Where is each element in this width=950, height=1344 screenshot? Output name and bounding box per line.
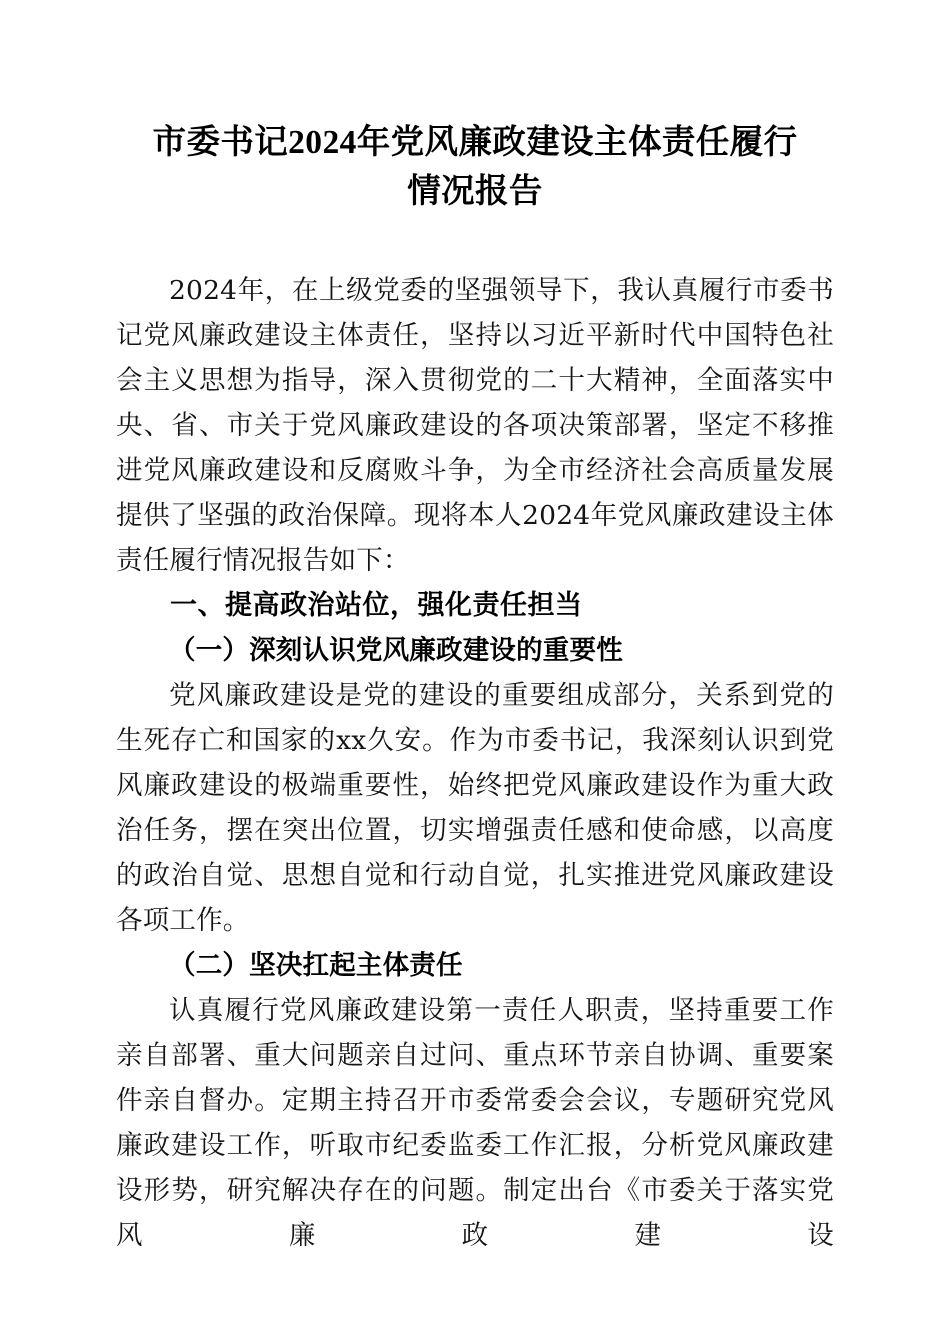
paragraph-1-2: 认真履行党风廉政建设第一责任人职责，坚持重要工作亲自部署、重大问题亲自过问、重点环节亲自协调、重要案件亲自督办。定期主持召开市委常委会会议，专题研究党风廉政建设工作，听取市纪委监委工作汇报，分析党风廉政建设形势，研究解决存在的问题。制定出台《市委关于落实党风廉政建设: [116, 995, 834, 1251]
document-content: [116, 118, 834, 1258]
title-body-spacer: [116, 216, 834, 268]
subsection-heading-1-2: （二）坚决扛起主体责任: [169, 950, 463, 981]
page-title-line-2: 情况报告: [407, 173, 543, 210]
intro-paragraph: 2024年，在上级党委的坚强领导下，我认真履行市委书记党风廉政建设主体责任，坚持以习近平新时代中国特色社会主义思想为指导，深入贯彻党的二十大精神，全面落实中央、省、市关于党风廉政建设的各项决策部署，坚定不移推进党风廉政建设和反腐败斗争，为全市经济社会高质量发展提供了坚强的政治保障。现将本人2024年党风廉政建设主体责任履行情况报告如下：: [116, 275, 834, 576]
section-heading-1: 一、提高政治站位，强化责任担当: [170, 590, 583, 620]
page-title-line-1: 市委书记2024年党风廉政建设主体责任履行: [152, 124, 798, 161]
page-title: [116, 118, 834, 216]
subsection-heading-1-1: （一）深刻认识党风廉政建设的重要性: [169, 635, 623, 666]
paragraph-1-1: 党风廉政建设是党的建设的重要组成部分，关系到党的生死存亡和国家的xx久安。作为市委书记，我深刻认识到党风廉政建设的极端重要性，始终把党风廉政建设作为重大政治任务，摆在突出位置，切实增强责任感和使命感，以高度的政治自觉、思想自觉和行动自觉，扎实推进党风廉政建设各项工作。: [116, 680, 834, 936]
